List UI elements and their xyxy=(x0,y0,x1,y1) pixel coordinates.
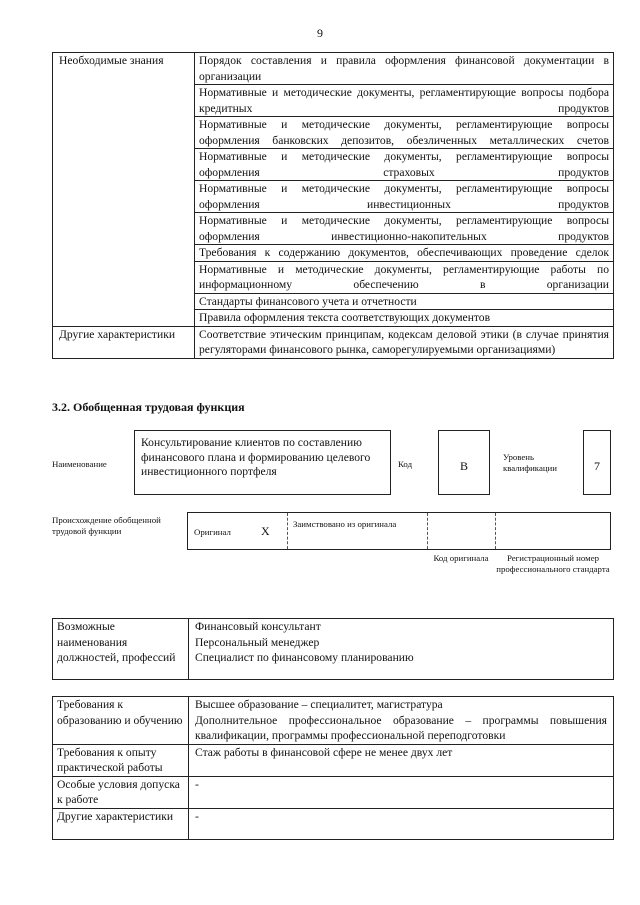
experience-value: Стаж работы в финансовой сфере не менее двух лет xyxy=(189,744,614,776)
conditions-value: - xyxy=(189,776,614,808)
level-value-box: 7 xyxy=(583,430,611,495)
original-mark: X xyxy=(261,524,270,538)
code-value-box: В xyxy=(438,430,490,495)
knowledge-item: Требования к содержанию документов, обеспечивающих проведение сделок xyxy=(195,245,614,262)
position-item: Персональный менеджер xyxy=(195,635,320,649)
knowledge-table xyxy=(52,52,614,359)
knowledge-item: Стандарты финансового учета и отчетности xyxy=(195,293,614,310)
borrowed-cell xyxy=(288,513,428,549)
function-name-box: Консультирование клиентов по составлению финансового плана и формированию целевого инвестиционного портфеля xyxy=(134,430,391,495)
knowledge-item: Правила оформления текста соответствующих документов xyxy=(195,310,614,327)
conditions-label: Особые условия допуска к работе xyxy=(53,776,189,808)
education-item: Дополнительное профессиональное образование – программы повышения квалификации, программы профессиональной переподготовки xyxy=(195,713,607,742)
knowledge-item: Порядок составления и правила оформления финансовой документации в организации xyxy=(195,53,614,85)
original-cell xyxy=(188,513,288,549)
reg-number-cell xyxy=(496,513,610,549)
education-label: Требования к образованию и обучению xyxy=(53,697,189,745)
other-label: Другие характеристики xyxy=(53,808,189,839)
position-item: Финансовый консультант xyxy=(195,620,321,633)
other-value: - xyxy=(189,808,614,839)
level-label: Уровень квалификации xyxy=(503,452,557,473)
knowledge-label: Необходимые знания xyxy=(53,53,195,327)
experience-label: Требования к опыту практической работы xyxy=(53,744,189,776)
origin-row xyxy=(187,512,611,550)
positions-list xyxy=(189,619,614,680)
knowledge-item: Нормативные и методические документы, регламентирующие вопросы оформления банковских депозитов, обезличенных металлических счетов xyxy=(195,117,614,149)
name-label: Наименование xyxy=(52,459,107,469)
other-characteristics-label: Другие характеристики xyxy=(53,326,195,358)
original-label: Оригинал xyxy=(194,527,231,537)
positions-label: Возможные наименования должностей, профессий xyxy=(53,619,189,680)
knowledge-item: Нормативные и методические документы, регламентирующие вопросы оформления страховых продуктов xyxy=(195,149,614,181)
origin-label: Происхождение обобщенной трудовой функции xyxy=(52,515,161,536)
knowledge-item: Нормативные и методические документы, регламентирующие работы по информационному обеспечению в организации xyxy=(195,261,614,293)
education-item: Высшее образование – специалитет, магистратура xyxy=(195,698,443,711)
page-number: 9 xyxy=(317,26,323,40)
reg-number-caption: Регистрационный номер профессионального стандарта xyxy=(496,553,610,574)
code-original-caption: Код оригинала xyxy=(433,553,489,563)
requirements-table xyxy=(52,696,614,840)
borrowed-label: Заимствовано из оригинала xyxy=(293,519,397,529)
education-list xyxy=(189,697,614,745)
code-label: Код xyxy=(398,459,413,469)
knowledge-item: Нормативные и методические документы, регламентирующие вопросы оформления инвестиционных продуктов xyxy=(195,181,614,213)
knowledge-item: Нормативные и методические документы, регламентирующие вопросы подбора кредитных продуктов xyxy=(195,85,614,117)
code-original-cell xyxy=(428,513,496,549)
knowledge-item: Нормативные и методические документы, регламентирующие вопросы оформления инвестиционно-накопительных продуктов xyxy=(195,213,614,245)
positions-table xyxy=(52,618,614,680)
position-item: Специалист по финансовому планированию xyxy=(195,651,414,664)
section-heading: 3.2. Обобщенная трудовая функция xyxy=(52,400,245,414)
other-characteristics-value: Соответствие этическим принципам, кодексам деловой этики (в случае принятия регуляторами финансового рынка, саморегулируемыми организациями) xyxy=(195,326,614,358)
